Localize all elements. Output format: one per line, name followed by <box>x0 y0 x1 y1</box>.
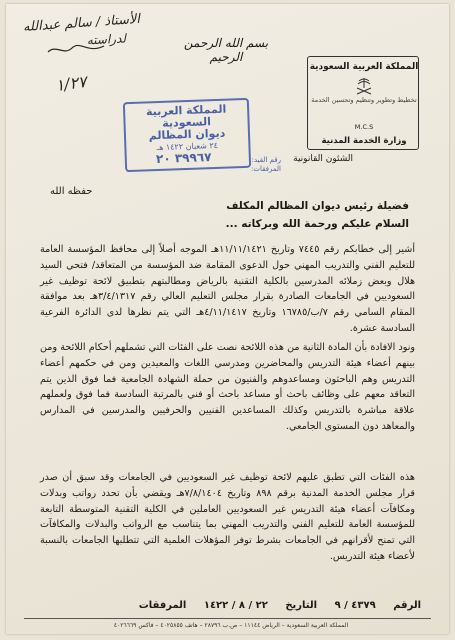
letter-page <box>6 4 449 634</box>
footer-address: المملكة العربية السعودية – الرياض ١١١٤٤ – ص.ب ٢٨٧٩٦ – هاتف ٤٠٢٥٨٥٥ – فاكس ٤٠٢٦٦٦٩ <box>113 622 349 629</box>
letterhead-abbr: M.C.S <box>354 123 374 131</box>
handwritten-note: الأستاذ / سالم عبدالله <box>22 11 141 35</box>
reference-block <box>1 600 421 611</box>
body-paragraph-1: أشير إلى خطابكم رقم ٧٤٤٥ وتاريخ ١١/١١/١٤٢١هـ الموجه أصلاً إلى محافظ المؤسسة العامة للتعليم الفني والتدريب المهني حول الدعوى المقامة ضد المؤسسة من المتعاقد/ فتحي السيد هلال وبعض زملائه المدرسين بالكلية التقنية بالرياض ومطالبتهم بتطبيق لائحة توظيف غير السعوديين في الجامعات الصادرة بقرار مجلس التعليم العالي رقم ٣/٤/١٣١٧هـ بعد موافقة المقام السامي رقم ٧/ب/١٦٧٨٥ وتاريخ ٤/١١/١٤١٧هـ التي يتم نظرها لدى الدائرة الفرعية السادسة عشرة. <box>40 244 416 334</box>
handwritten-note-secondary: لدراسته <box>86 31 127 48</box>
footer-divider <box>24 618 431 619</box>
ref-attachments-label: المرفقات <box>138 600 187 611</box>
handwritten-number: ١/٢٧ <box>54 71 88 96</box>
palm-swords-emblem-icon <box>353 76 375 98</box>
stamp-country: المملكة العربية السعودية <box>145 102 227 130</box>
body-paragraph-2: ونود الافادة بأن المادة الثانية من هذه اللائحة نصت على الفئات التي تشملهم أحكام اللائحة ومن بينهم أعضاء هيئة التدريس والمحاضرين ومدرسي اللغات والمعيدين ومن في حكمهم أعضاء التدريس وهم الباحثون ومساعدوهم والفنيون من حملة الشهادة الجامعية فما فوق الذين يتم التعاقد معهم على وظائف باحث أو مساعد باحث أو فني بالمرتبة السادسة فما فوق ولعملهم علاقة مباشرة بالتدريس وكذلك المساعدين الفنيين والحرفيين والمدرسين في المدارس والمعاهد دون المستوى الجامعي. <box>40 342 415 432</box>
addressee-line: فضيلة رئيس ديوان المظالم المكلف <box>226 200 409 212</box>
bismillah-heading: بسم الله الرحمن الرحيم <box>183 36 269 64</box>
ref-number-value: ٤٣٧٩ / ٩ <box>334 600 376 611</box>
stamp-label: رقم القيد: المرفقات: <box>251 156 281 173</box>
stamp-office: ديوان المظالم <box>148 126 226 143</box>
greeting-line: السلام عليكم ورحمة الله وبركاته ... <box>225 218 409 230</box>
salutation-honorific: حفظه الله <box>50 186 93 197</box>
signature-scribble-icon <box>46 42 106 58</box>
ref-date-value: ٢٢ / ٨ / ١٤٢٢ <box>203 600 268 611</box>
body-paragraph-3: هذه الفئات التي تطبق عليهم لائحة توظيف غير السعوديين في الجامعات وقد سبق أن صدر قرار مجلس الخدمة المدنية برقم ٨٩٨ وتاريخ ٧/٨/١٤٠٤هـ ويقضي بأن تحدد رواتب وبدلات ومكافآت أعضاء هيئة التدريس غير السعوديين العاملين في الكلية التقنية المتوسطة التابعة للمؤسسة العامة للتعليم الفني والتدريب المهني بما يتناسب مع الرواتب والبدلات والمكافآت التي تمنح لأقرانهم في الجامعات بشرط توفر المؤهلات العلمية التي تتطلبها الجامعات بالنسبة لأعضاء هيئة التدريس. <box>40 472 416 562</box>
stamp-number: ٣٩٩٦٧ ٢٠ <box>155 150 212 166</box>
stamp-date: ٢٤ شعبان ١٤٢٢ هـ <box>156 140 219 153</box>
department-label: الشئون القانونية <box>293 154 353 164</box>
letterhead-country: المملكة العربية السعودية <box>309 62 419 72</box>
ref-date-label: التاريخ <box>285 600 318 611</box>
letterhead-ministry: وزارة الخدمة المدنية <box>321 136 407 146</box>
letterhead-tagline: تخطيط وتطوير وتنظيم وتحسين الخدمة <box>311 96 417 104</box>
ref-number-label: الرقم <box>393 600 421 611</box>
